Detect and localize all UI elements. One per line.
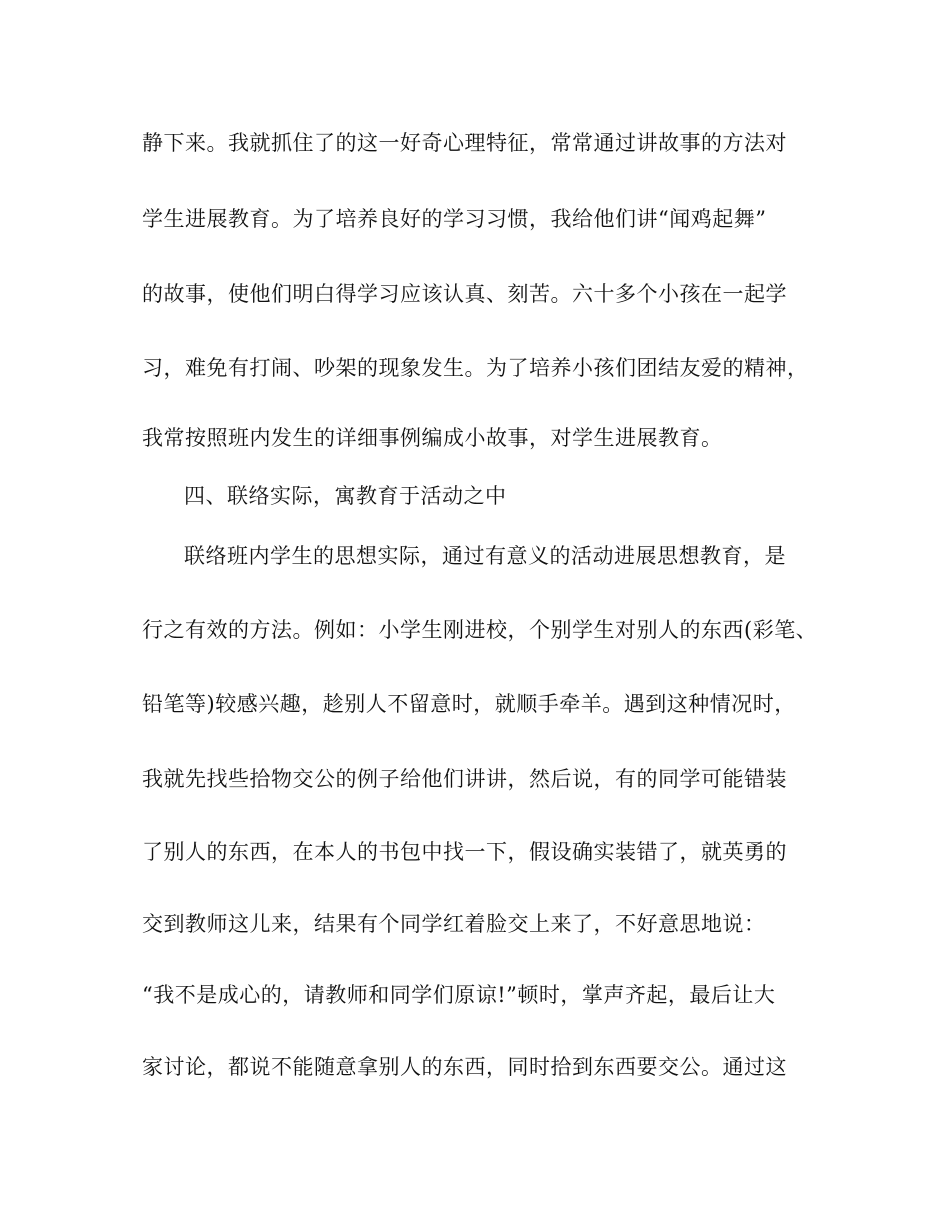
paragraph-line: 家讨论，都说不能随意拿别人的东西，同时拾到东西要交公。通过这: [142, 1055, 787, 1079]
paragraph-line: 静下来。我就抓住了的这一好奇心理特征，常常通过讲故事的方法对: [142, 131, 787, 155]
paragraph-line: 联络班内学生的思想实际，通过有意义的活动进展思想教育，是: [184, 544, 786, 568]
paragraph-line: 的故事，使他们明白得学习应该认真、刻苦。六十多个小孩在一起学: [142, 282, 787, 306]
paragraph-line: 行之有效的方法。例如：小学生刚进校，个别学生对别人的东西(彩笔、: [142, 618, 818, 642]
paragraph-line: 我就先找些拾物交公的例子给他们讲讲，然后说，有的同学可能错装: [142, 767, 787, 791]
paragraph-line: 学生进展教育。为了培养良好的学习习惯，我给他们讲“闻鸡起舞”: [142, 207, 767, 231]
paragraph-line: 习，难免有打闹、吵架的现象发生。为了培养小孩们团结友爱的精神，: [142, 356, 809, 380]
paragraph-line: 交到教师这儿来，结果有个同学红着脸交上来了，不好意思地说：: [142, 912, 766, 936]
paragraph-line: 了别人的东西，在本人的书包中找一下，假设确实装错了，就英勇的: [142, 840, 787, 864]
paragraph-line: “我不是成心的，请教师和同学们原谅!”顿时，掌声齐起，最后让大: [142, 983, 776, 1007]
paragraph-line: 铅笔等)较感兴趣，趁别人不留意时，就顺手牵羊。遇到这种情况时，: [142, 692, 796, 716]
paragraph-line: 我常按照班内发生的详细事例编成小故事，对学生进展教育。: [142, 426, 723, 450]
section-heading: 四、联络实际，寓教育于活动之中: [184, 484, 507, 508]
